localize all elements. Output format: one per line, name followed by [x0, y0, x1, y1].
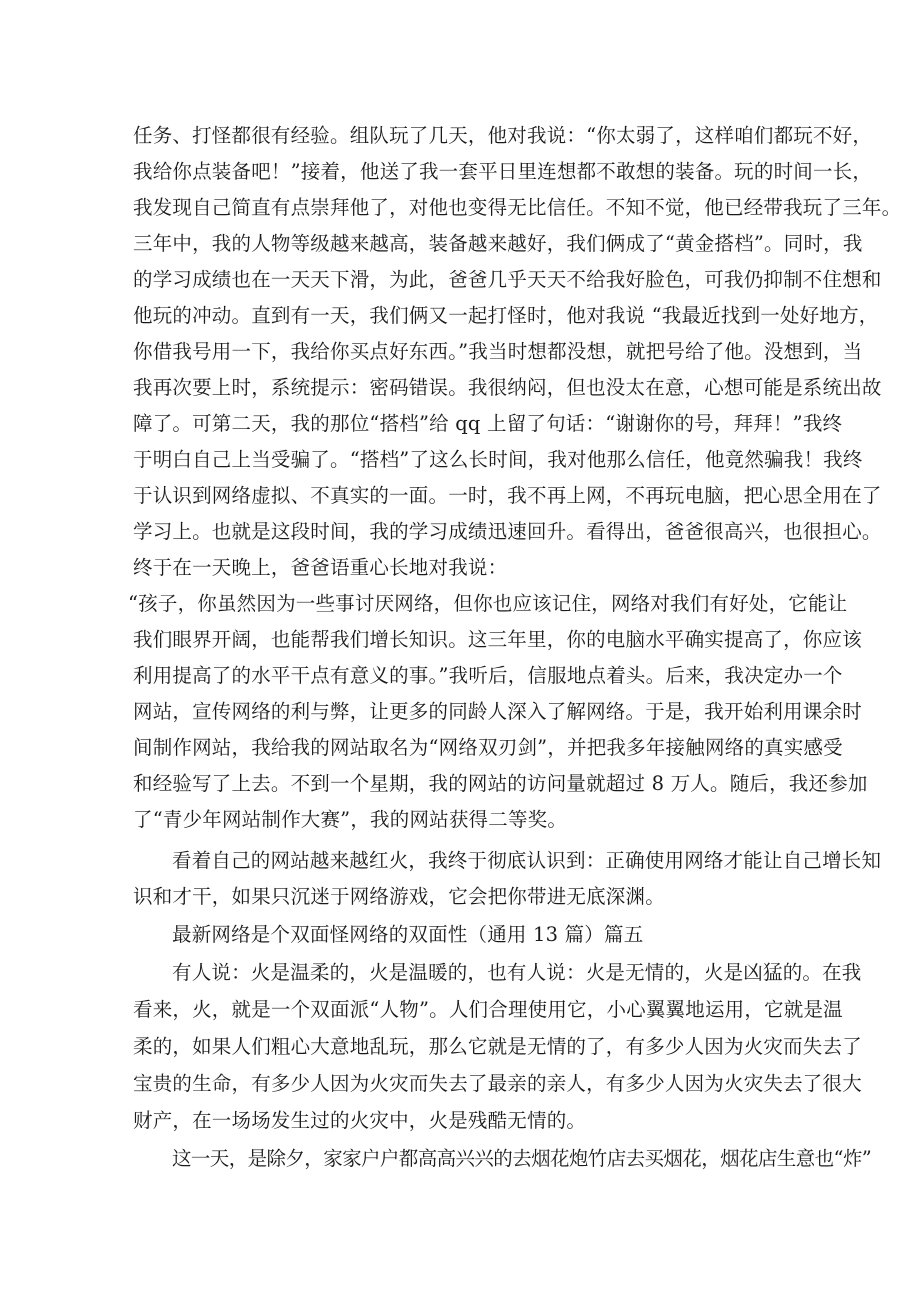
text-line: 利用提高了的水平干点有意义的事。”我听后，信服地点着头。后来，我决定办一个	[133, 664, 843, 687]
text-line: “孩子，你虽然因为一些事讨厌网络，但你也应该记住，网络对我们有好处，它能让	[128, 592, 848, 615]
text-line: 于认识到网络虚拟、不真实的一面。一时，我不再上网，不再玩电脑，把心思全用在了	[133, 484, 882, 507]
text-line: 我们眼界开阔，也能帮我们增长知识。这三年里，你的电脑水平确实提高了，你应该	[133, 628, 862, 651]
text-line: 障了。可第二天，我的那位“搭档”给 qq 上留了句话：“谢谢你的号，拜拜！”我终	[133, 412, 843, 435]
text-line: 网站，宣传网络的利与弊，让更多的同龄人深入了解网络。于是，我开始利用课余时	[133, 700, 862, 723]
text-line: 的学习成绩也在一天天下滑，为此，爸爸几乎天天不给我好脸色，可我仍抑制不住想和	[133, 268, 882, 291]
text-line: 看来，火，就是一个双面派“人物”。人们合理使用它，小心翼翼地运用，它就是温	[133, 998, 843, 1021]
text-line: 他玩的冲动。直到有一天，我们俩又一起打怪时，他对我说 “我最近找到一处好地方，	[133, 304, 879, 327]
text-line: 于明白自己上当受骗了。“搭档”了这么长时间，我对他那么信任，他竟然骗我！我终	[133, 448, 863, 471]
text-line: 有人说：火是温柔的，火是温暖的，也有人说：火是无情的，火是凶猛的。在我	[172, 961, 862, 984]
text-line: 财产，在一场场发生过的火灾中，火是残酷无情的。	[133, 1109, 587, 1132]
text-line: 这一天，是除夕，家家户户都高高兴兴的去烟花炮竹店去买烟花，烟花店生意也“炸”	[172, 1147, 872, 1170]
section-heading: 最新网络是个双面怪网络的双面性（通用 13 篇）篇五	[172, 923, 644, 946]
text-line: 和经验写了上去。不到一个星期，我的网站的访问量就超过 8 万人。随后，我还参加	[133, 772, 868, 795]
text-line: 宝贵的生命，有多少人因为火灾而失去了最亲的亲人，有多少人因为火灾失去了很大	[133, 1072, 862, 1095]
text-line: 我给你点装备吧！”接着，他送了我一套平日里连想都不敢想的装备。玩的时间一长，	[133, 160, 873, 183]
text-line: 我再次要上时，系统提示：密码错误。我很纳闷，但也没太在意，心想可能是系统出故	[133, 376, 882, 399]
text-line: 看着自己的网站越来越红火，我终于彻底认识到：正确使用网络才能让自己增长知	[172, 849, 882, 872]
text-line: 三年中，我的人物等级越来越高，装备越来越好，我们俩成了“黄金搭档”。同时，我	[133, 232, 863, 255]
text-line: 柔的，如果人们粗心大意地乱玩，那么它就是无情的了，有多少人因为火灾而失去了	[133, 1035, 862, 1058]
text-line: 你借我号用一下，我给你买点好东西。”我当时想都没想，就把号给了他。没想到，当	[133, 340, 863, 363]
text-line: 学习上。也就是这段时间，我的学习成绩迅速回升。看得出，爸爸很高兴，也很担心。	[133, 520, 882, 543]
text-line: 识和才干，如果只沉迷于网络游戏，它会把你带进无底深渊。	[133, 885, 665, 908]
text-line: 我发现自己简直有点崇拜他了，对他也变得无比信任。不知不觉，他已经带我玩了三年。	[133, 196, 902, 219]
text-line: 了“青少年网站制作大赛”，我的网站获得二等奖。	[133, 808, 568, 831]
text-line: 终于在一天晚上，爸爸语重心长地对我说：	[133, 556, 508, 579]
text-line: 任务、打怪都很有经验。组队玩了几天，他对我说：“你太弱了，这样咱们都玩不好，	[133, 124, 873, 147]
text-line: 间制作网站，我给我的网站取名为“网络双刃剑”，并把我多年接触网络的真实感受	[133, 736, 843, 759]
